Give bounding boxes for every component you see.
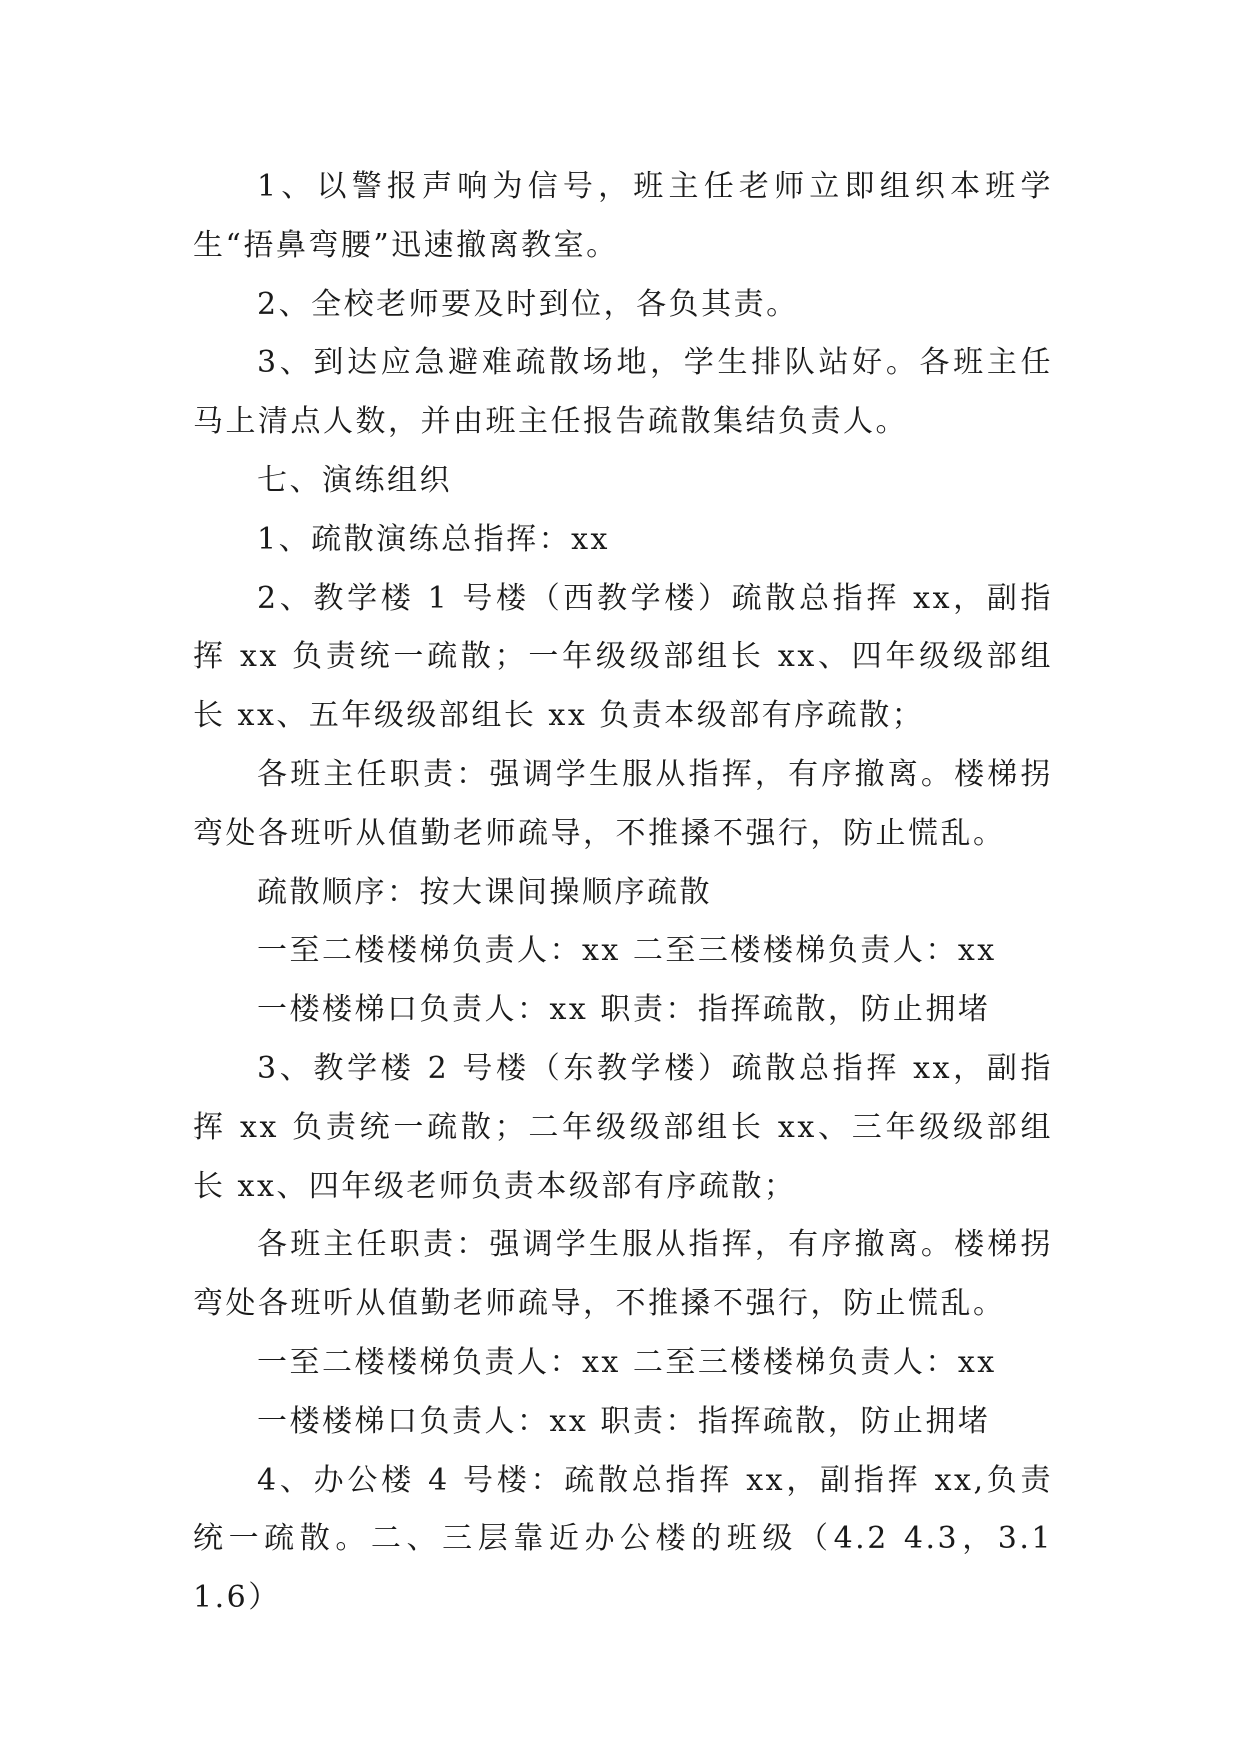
paragraph-building-1: 2、教学楼 1 号楼（西教学楼）疏散总指挥 xx，副指挥 xx 负责统一疏散；一年级级部组长 xx、四年级级部组长 xx、五年级级部组长 xx 负责本级部有序疏散； <box>193 580 1053 734</box>
paragraph-teachers-in-place: 2、全校老师要及时到位，各负其责。 <box>257 286 799 322</box>
section-heading-drill-organization: 七、演练组织 <box>257 462 452 498</box>
paragraph-stair-entrance-2: 一楼楼梯口负责人：xx 职责：指挥疏散，防止拥堵 <box>257 1403 991 1439</box>
document-body <box>193 158 1053 1628</box>
paragraph-evacuation-order: 疏散顺序：按大课间操顺序疏散 <box>257 874 712 910</box>
paragraph-head-teacher-duties-2: 各班主任职责：强调学生服从指挥，有序撤离。楼梯拐弯处各班听从值勤老师疏导，不推搡不强行，防止慌乱。 <box>193 1227 1053 1322</box>
paragraph-alarm-signal: 1、以警报声响为信号，班主任老师立即组织本班学生“捂鼻弯腰”迅速撤离教室。 <box>193 169 1053 263</box>
paragraph-stair-leaders-2: 一至二楼楼梯负责人：xx 二至三楼楼梯负责人：xx <box>257 1344 997 1380</box>
paragraph-office-building-4: 4、办公楼 4 号楼：疏散总指挥 xx，副指挥 xx,负责统一疏散。二、三层靠近办公楼的班级（4.2 4.3，3.1 1.6） <box>193 1462 1053 1616</box>
paragraph-assembly-area: 3、到达应急避难疏散场地，学生排队站好。各班主任马上清点人数，并由班主任报告疏散集结负责人。 <box>193 345 1053 440</box>
paragraph-stair-entrance-1: 一楼楼梯口负责人：xx 职责：指挥疏散，防止拥堵 <box>257 992 991 1028</box>
paragraph-head-teacher-duties-1: 各班主任职责：强调学生服从指挥，有序撤离。楼梯拐弯处各班听从值勤老师疏导，不推搡不强行，防止慌乱。 <box>193 756 1053 851</box>
paragraph-commander: 1、疏散演练总指挥：xx <box>257 521 610 557</box>
paragraph-stair-leaders-1: 一至二楼楼梯负责人：xx 二至三楼楼梯负责人：xx <box>257 933 997 969</box>
paragraph-building-2: 3、教学楼 2 号楼（东教学楼）疏散总指挥 xx，副指挥 xx 负责统一疏散；二年级级部组长 xx、三年级级部组长 xx、四年级老师负责本级部有序疏散； <box>193 1050 1053 1204</box>
